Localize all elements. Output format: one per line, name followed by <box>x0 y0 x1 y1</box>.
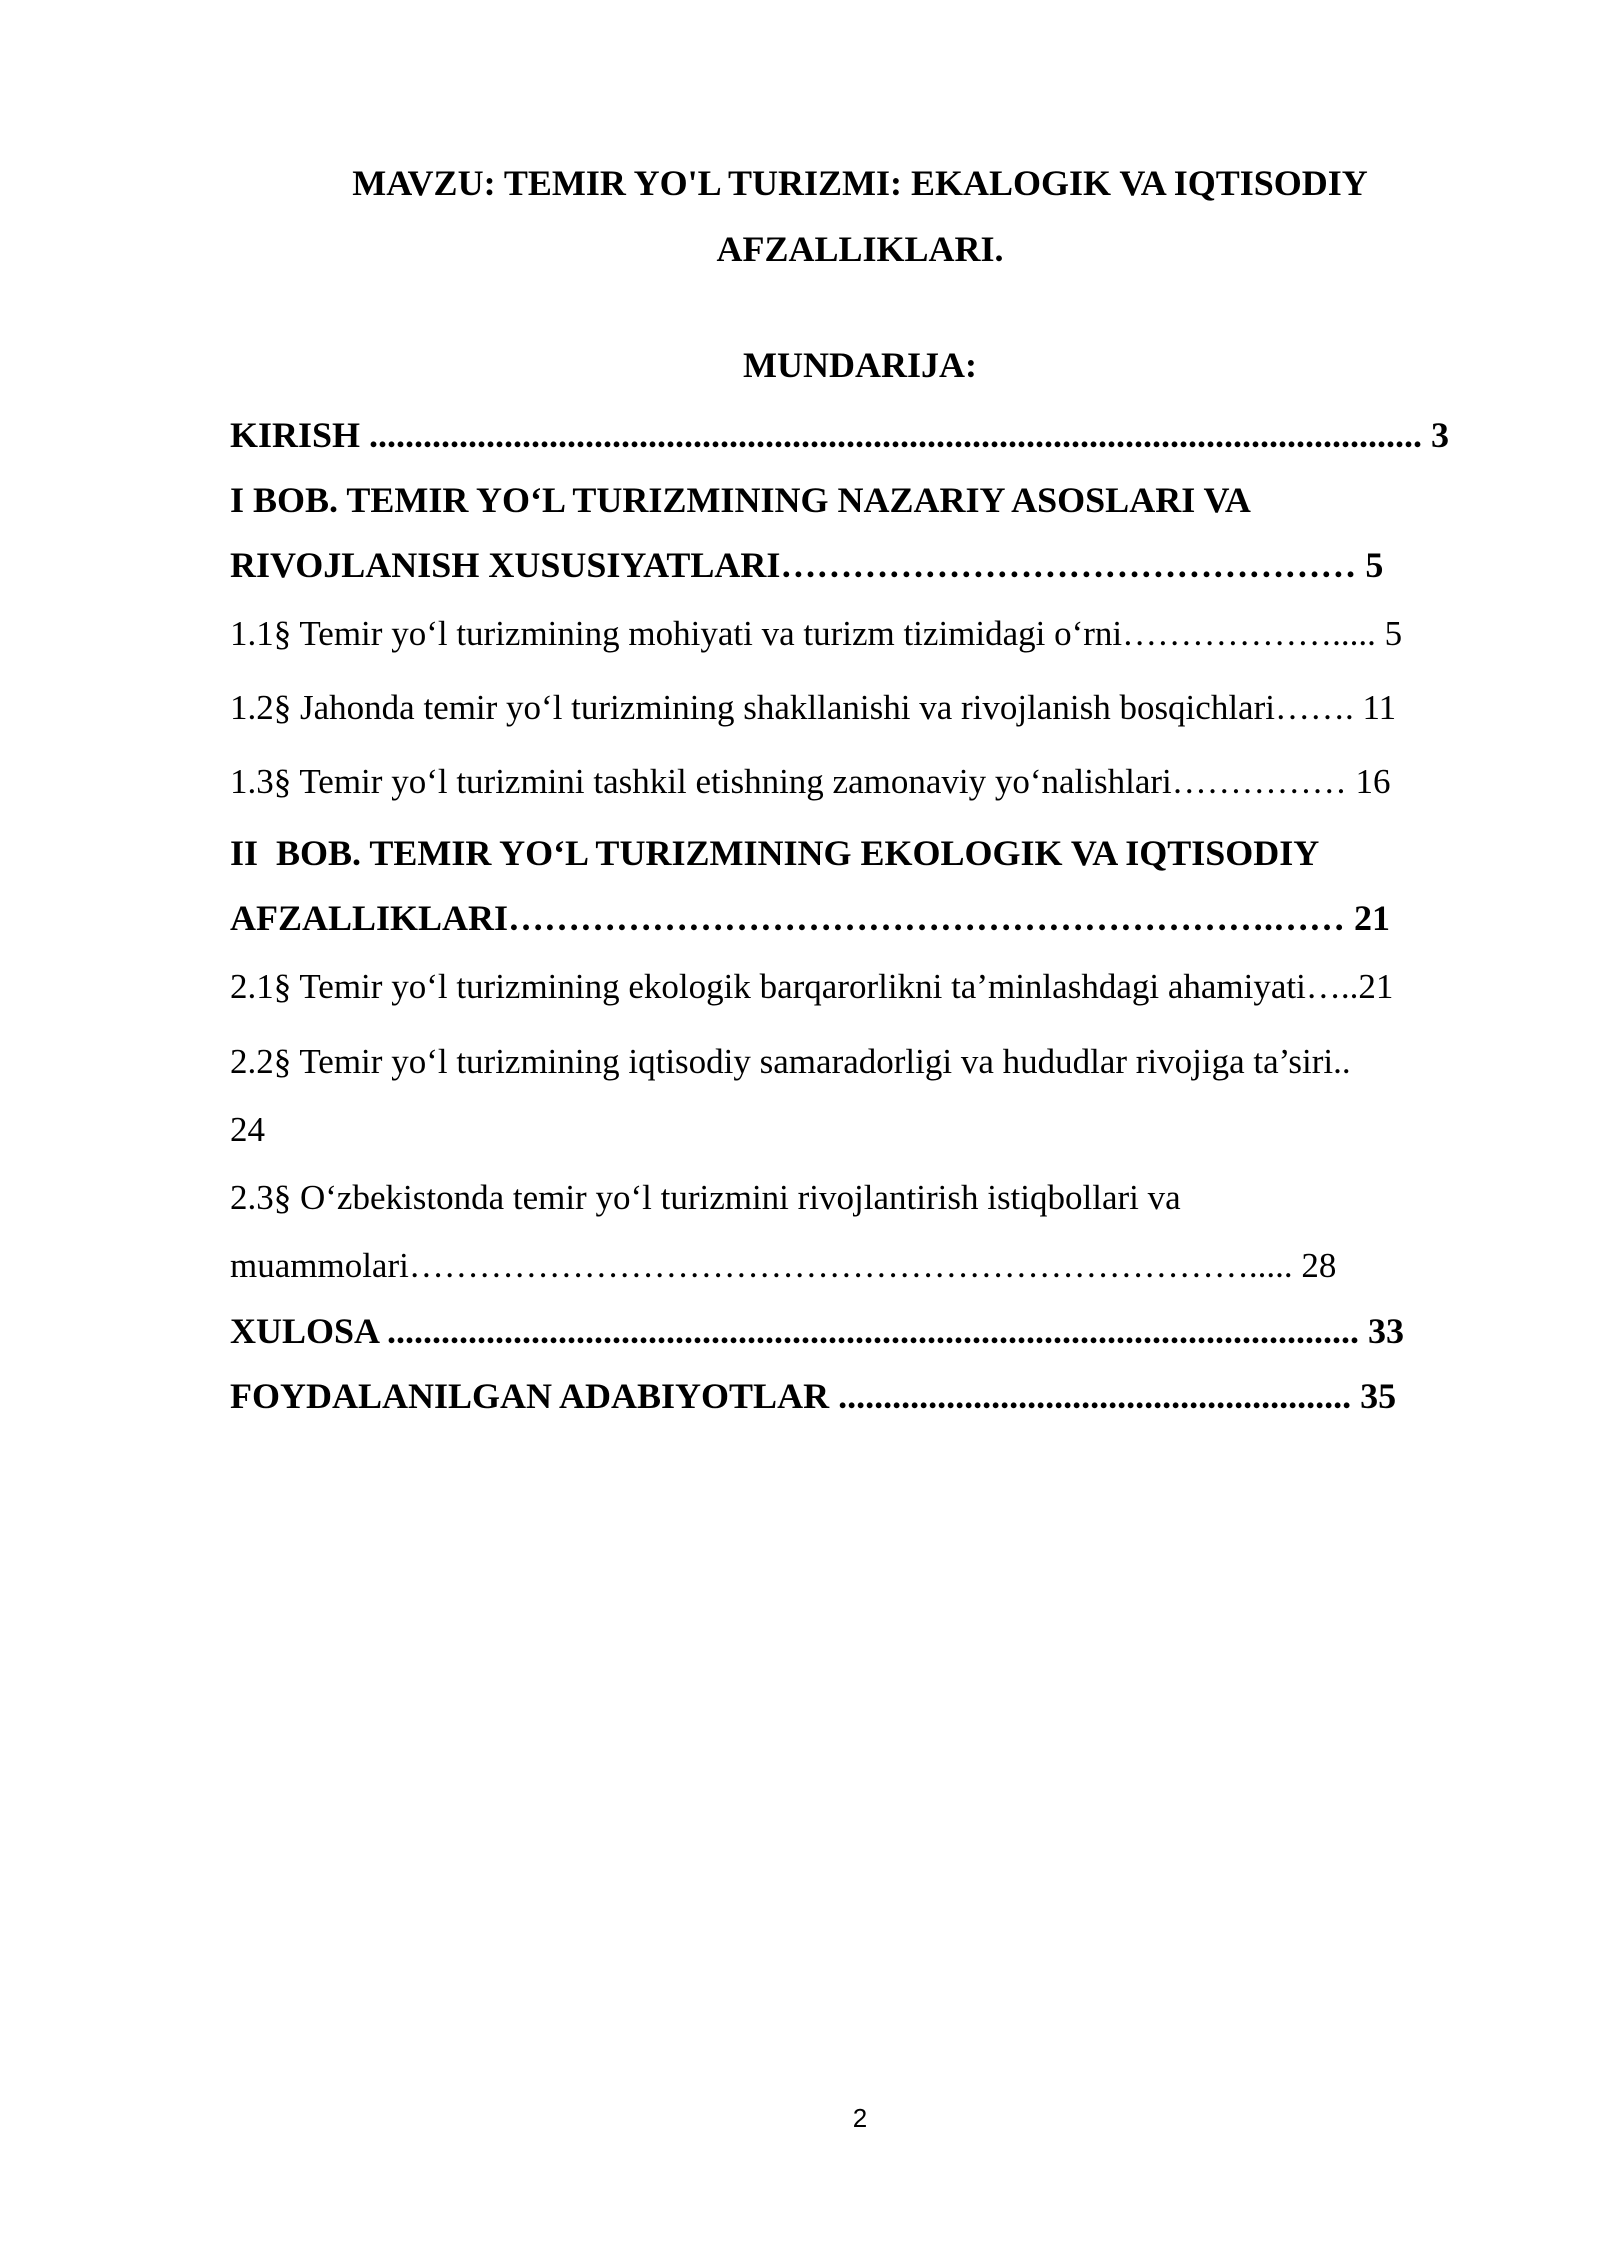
toc-entry-kirish: KIRISH ..................................................................................................................... 3 <box>230 415 1450 455</box>
toc-entry-1-3: 1.3§ Temir yo‘l turizmini tashkil etishning zamonaviy yo‘nalishlari…………… 16 <box>230 762 1391 801</box>
title-line-2: AFZALLIKLARI. <box>716 229 1004 269</box>
document-title <box>230 150 1490 282</box>
toc-entry-adabiyotlar: FOYDALANILGAN ADABIYOTLAR ......................................................... 35 <box>230 1376 1397 1416</box>
toc-entry-chapter-2-line-2: AFZALLIKLARI……………………………………………………….…… 21 <box>230 898 1391 938</box>
toc-entry-2-1: 2.1§ Temir yo‘l turizmining ekologik barqarorlikni ta’minlashdagi ahamiyati…..21 <box>230 967 1394 1006</box>
toc-entry-chapter-1-line-1: I BOB. TEMIR YO‘L TURIZMINING NAZARIY ASOSLARI VA <box>230 480 1251 520</box>
toc-entry-1-2: 1.2§ Jahonda temir yo‘l turizmining shakllanishi va rivojlanish bosqichlari……. 11 <box>230 688 1397 727</box>
toc-entry-1-1: 1.1§ Temir yo‘l turizmining mohiyati va turizm tizimidagi o‘rni………………..... 5 <box>230 614 1403 653</box>
toc-entry-chapter-2-line-1: II BOB. TEMIR YO‘L TURIZMINING EKOLOGIK VA IQTISODIY <box>230 833 1320 873</box>
toc-entry-2-2-line-1: 2.2§ Temir yo‘l turizmining iqtisodiy samaradorligi va hududlar rivojiga ta’siri.. <box>230 1042 1351 1081</box>
toc-entry-2-3-line-1: 2.3§ O‘zbekistonda temir yo‘l turizmini rivojlantirish istiqbollari va <box>230 1178 1181 1217</box>
toc-heading: MUNDARIJA: <box>743 345 977 385</box>
toc-entry-2-2-line-2: 24 <box>230 1110 265 1149</box>
toc-entry-2-3-line-2: muammolari………………………………………………………………..... 28 <box>230 1246 1337 1285</box>
toc-entry-chapter-1-line-2: RIVOJLANISH XUSUSIYATLARI………………………………………… 5 <box>230 545 1384 585</box>
page-number: 2 <box>852 2103 868 2133</box>
toc-entry-xulosa: XULOSA ............................................................................................................ 33 <box>230 1311 1405 1351</box>
title-line-1: MAVZU: TEMIR YO'L TURIZMI: EKALOGIK VA IQTISODIY <box>352 163 1368 203</box>
